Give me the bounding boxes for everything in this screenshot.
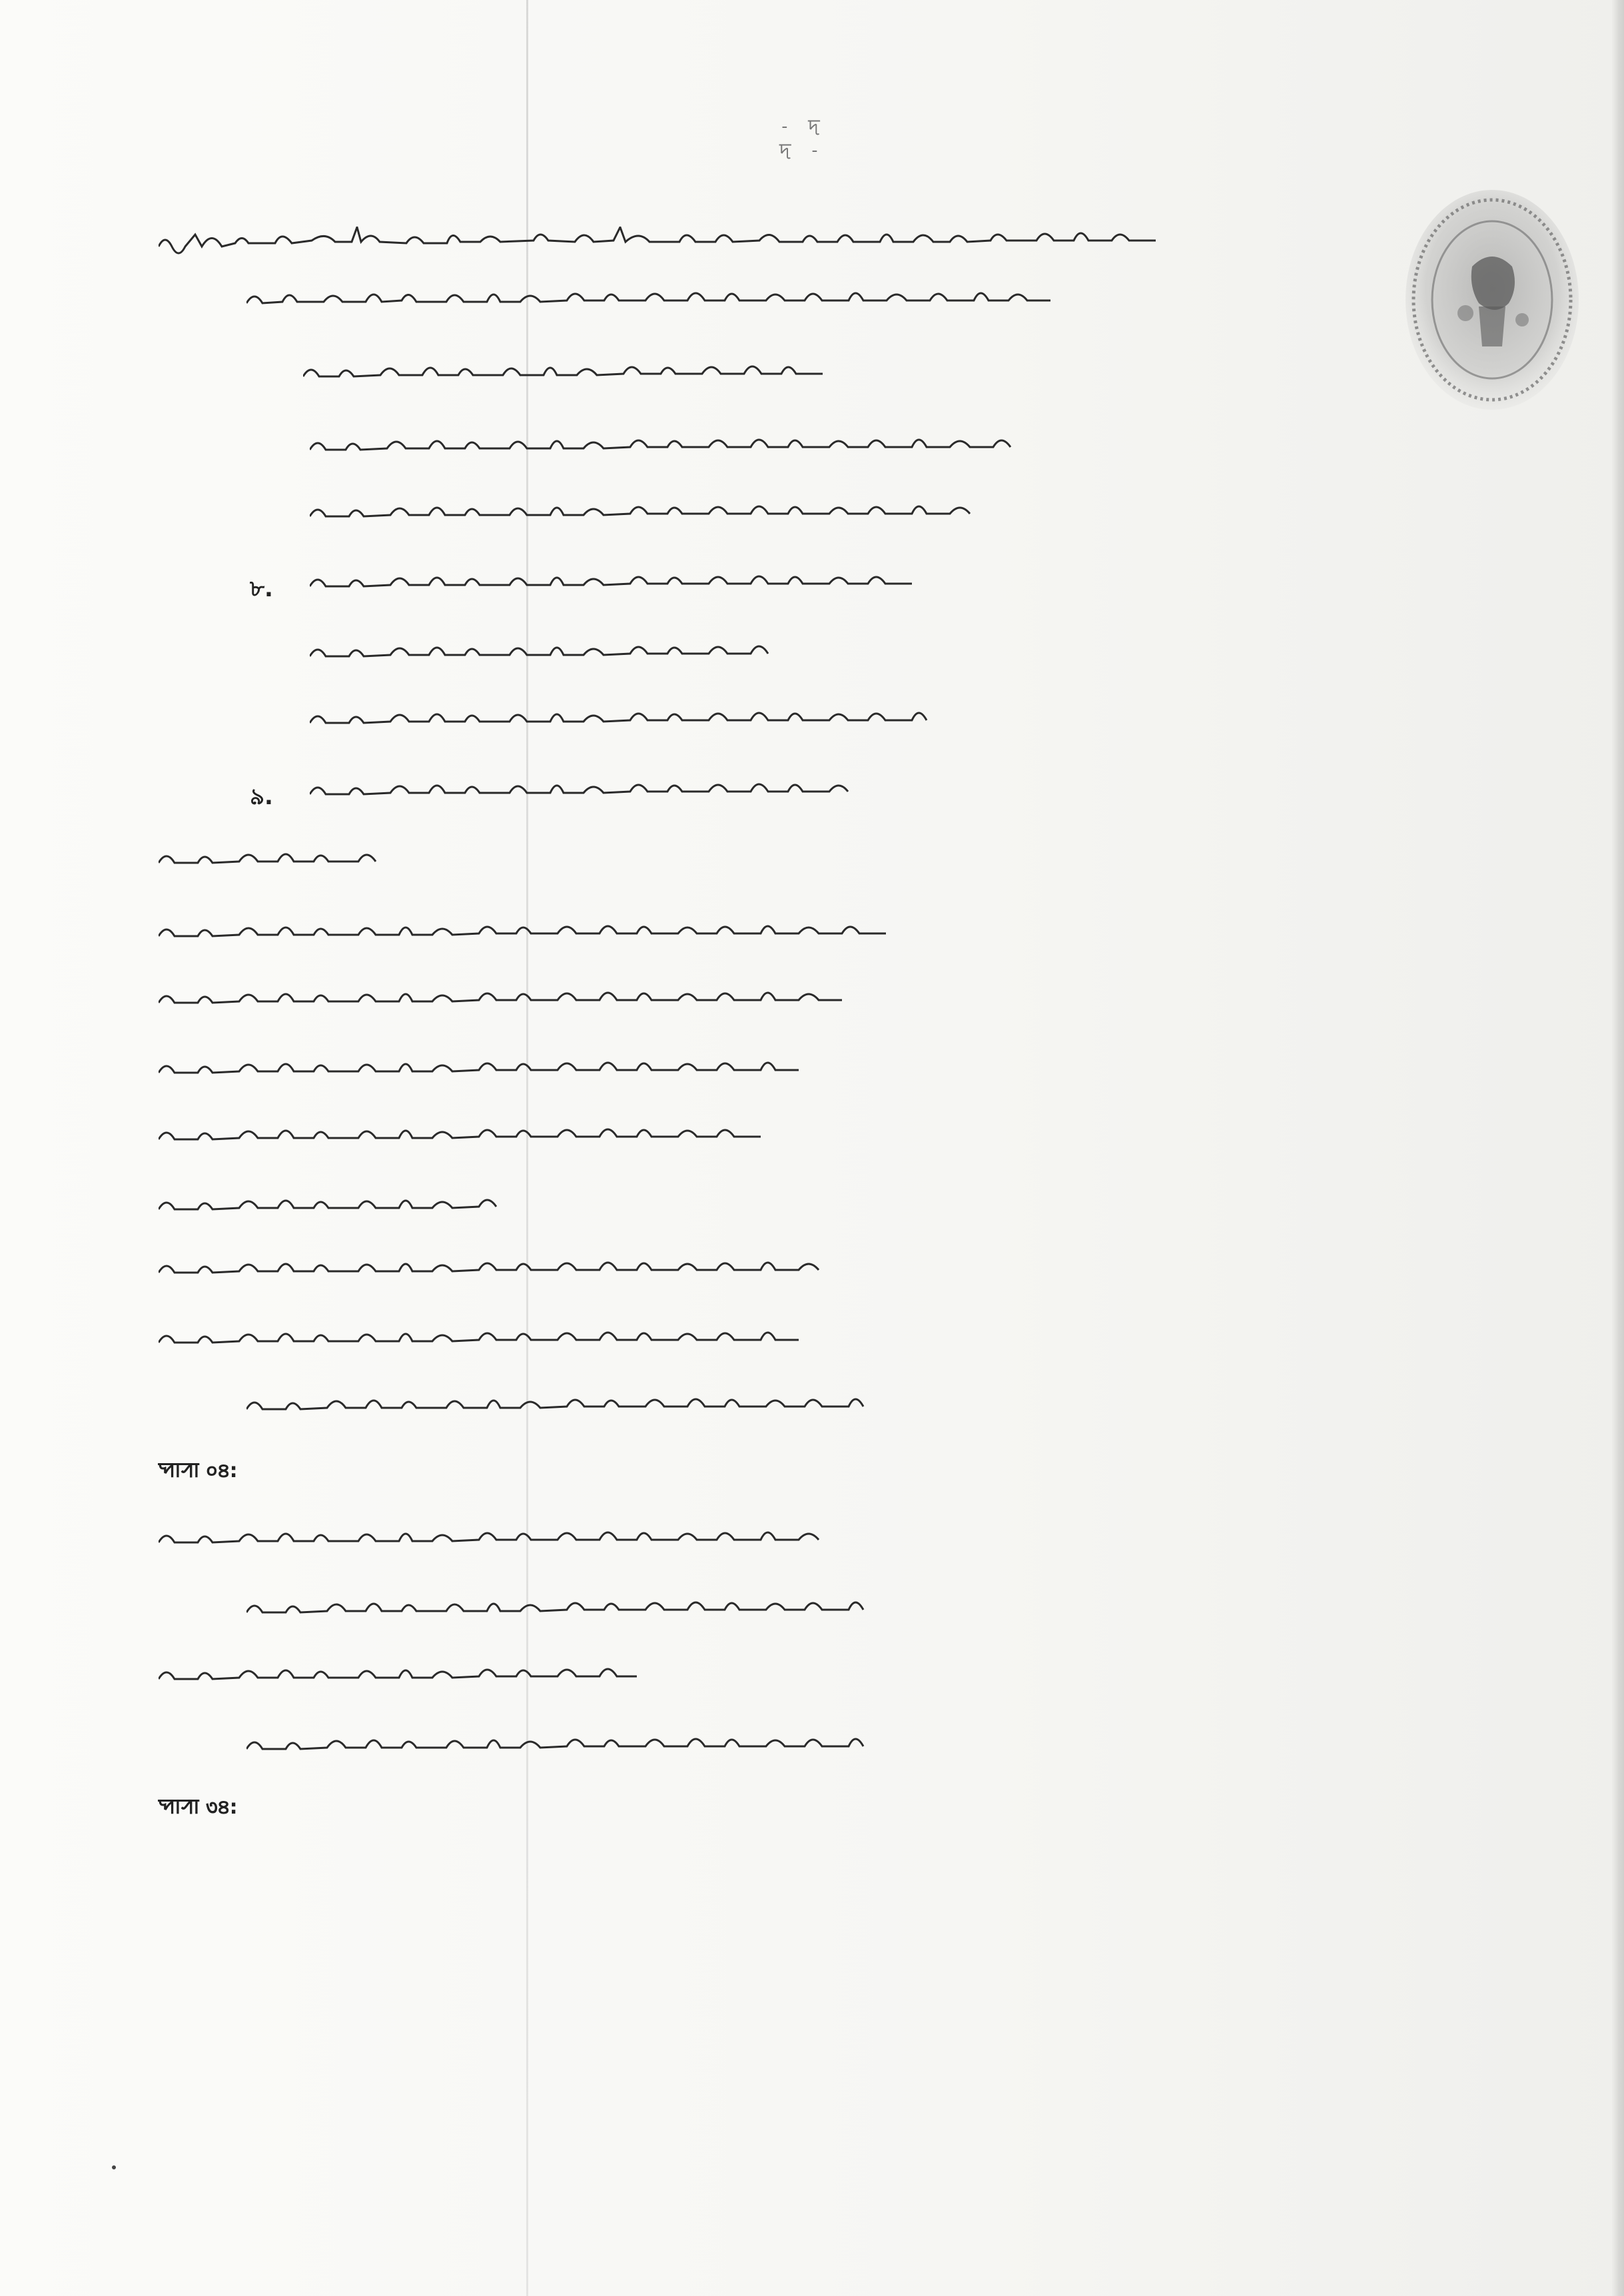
text-line-18 (246, 1389, 1465, 1423)
stray-mark (112, 2165, 116, 2169)
text-line-7 (310, 636, 1176, 670)
list-marker-8: ৮. (250, 576, 273, 602)
text-line-6 (310, 566, 1465, 600)
text-line-3 (303, 356, 1122, 390)
text-line-9 (310, 774, 1465, 808)
text-line-12 (159, 983, 1464, 1016)
page-number: - ꠖ ꠖ - (779, 117, 824, 161)
scan-edge (1611, 0, 1624, 2296)
text-line-1 (159, 227, 1464, 260)
section-heading-2: ꠗꠣꠞꠣ ৩৪: (159, 1796, 238, 1819)
text-line-10 (159, 843, 472, 876)
list-marker-9: ৯. (250, 784, 273, 810)
text-line-16 (159, 1253, 1464, 1286)
text-line-13 (159, 1053, 1464, 1086)
text-line-22 (246, 1729, 1465, 1762)
text-line-2 (246, 283, 1465, 316)
text-line-4 (310, 430, 1465, 463)
text-line-11 (159, 916, 1464, 949)
text-line-21 (159, 1659, 978, 1692)
text-line-14 (159, 1119, 1464, 1153)
text-line-5 (310, 496, 1465, 530)
text-line-15 (159, 1189, 718, 1223)
section-heading-1: ꠗꠣꠞꠣ ০৪: (159, 1459, 238, 1482)
text-line-19 (159, 1522, 1464, 1556)
text-line-17 (159, 1323, 1464, 1356)
text-line-8 (310, 703, 1465, 736)
text-line-20 (246, 1592, 1465, 1626)
